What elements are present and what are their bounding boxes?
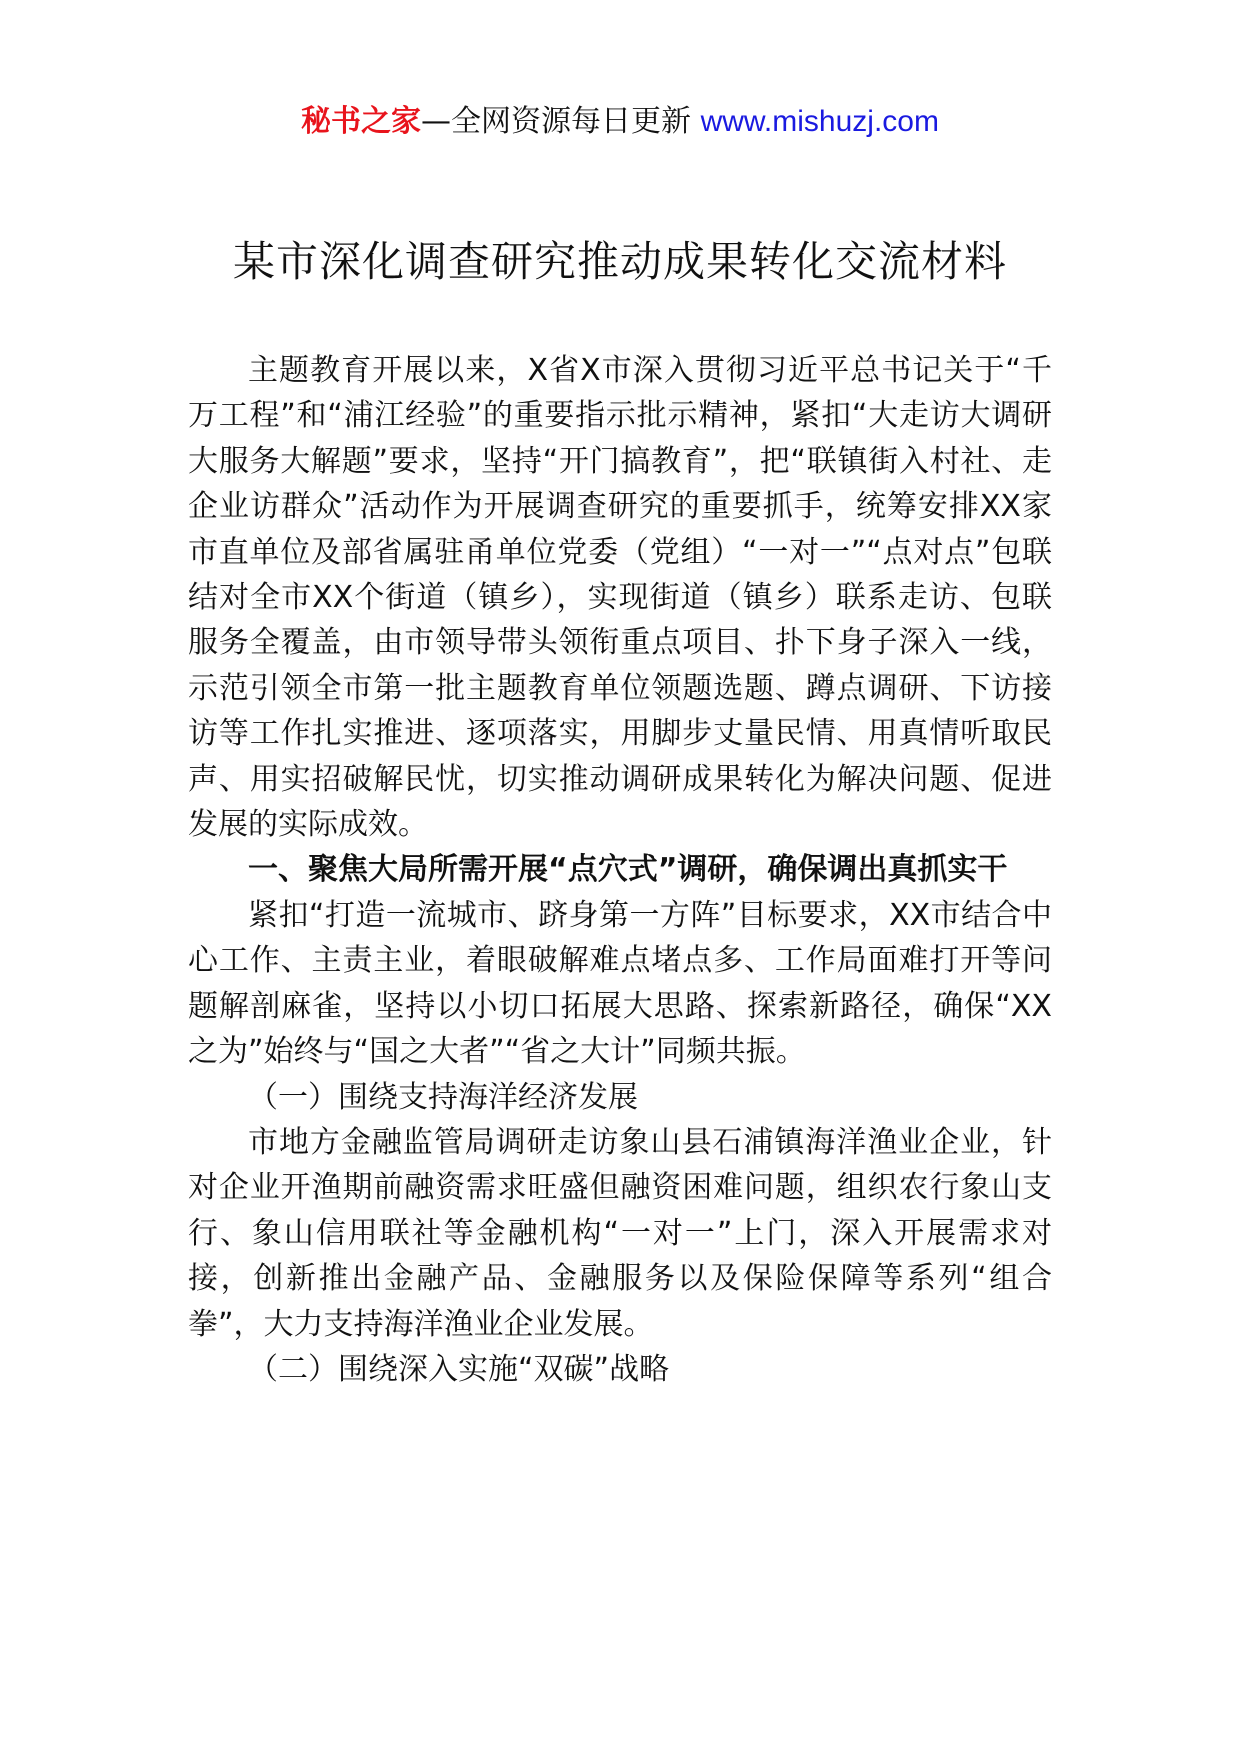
- subsection-heading: （二）围绕深入实施“双碳”战略: [248, 1351, 670, 1387]
- body-paragraph: 主题教育开展以来，X省X市深入贯彻习近平总书记关于“千万工程”和“浦江经验”的重要指示批示精神，紧扣“大走访大调研大服务大解题”要求，坚持“开门搞教育”，把“联镇街入村社、走企业访群众”活动作为开展调查研究的重要抓手，统筹安排XX家市直单位及部省属驻甬单位党委（党组）“一对一”“点对点”包联结对全市XX个街道（镇乡），实现街道（镇乡）联系走访、包联服务全覆盖，由市领导带头领衔重点项目、扑下身子深入一线，示范引领全市第一批主题教育单位领题选题、蹲点调研、下访接访等工作扎实推进、逐项落实，用脚步丈量民情、用真情听取民声、用实招破解民忧，切实推动调研成果转化为解决问题、促进发展的实际成效。: [188, 353, 1052, 843]
- body-paragraph: 市地方金融监管局调研走访象山县石浦镇海洋渔业企业，针对企业开渔期前融资需求旺盛但融资困难问题，组织农行象山支行、象山信用联社等金融机构“一对一”上门，深入开展需求对接，创新推出金融产品、金融服务以及保险保障等系列“组合拳”，大力支持海洋渔业企业发展。: [188, 1124, 1052, 1342]
- document-body: [188, 348, 1052, 1392]
- subsection-heading: （一）围绕支持海洋经济发展: [248, 1079, 638, 1115]
- section-heading: 一、聚焦大局所需开展“点穴式”调研，确保调出真抓实干: [248, 852, 1008, 888]
- site-slogan: —全网资源每日更新: [421, 104, 701, 139]
- document-title: 某市深化调查研究推动成果转化交流材料: [232, 237, 1007, 286]
- body-paragraph: 紧扣“打造一流城市、跻身第一方阵”目标要求，XX市结合中心工作、主责主业，着眼破解难点堵点多、工作局面难打开等问题解剖麻雀，坚持以小切口拓展大思路、探索新路径，确保“XX之为”始终与“国之大者”“省之大计”同频共振。: [188, 897, 1052, 1070]
- site-brand: 秘书之家: [301, 104, 422, 139]
- site-url[interactable]: www.mishuzj.com: [700, 105, 939, 138]
- site-header: [0, 100, 1240, 144]
